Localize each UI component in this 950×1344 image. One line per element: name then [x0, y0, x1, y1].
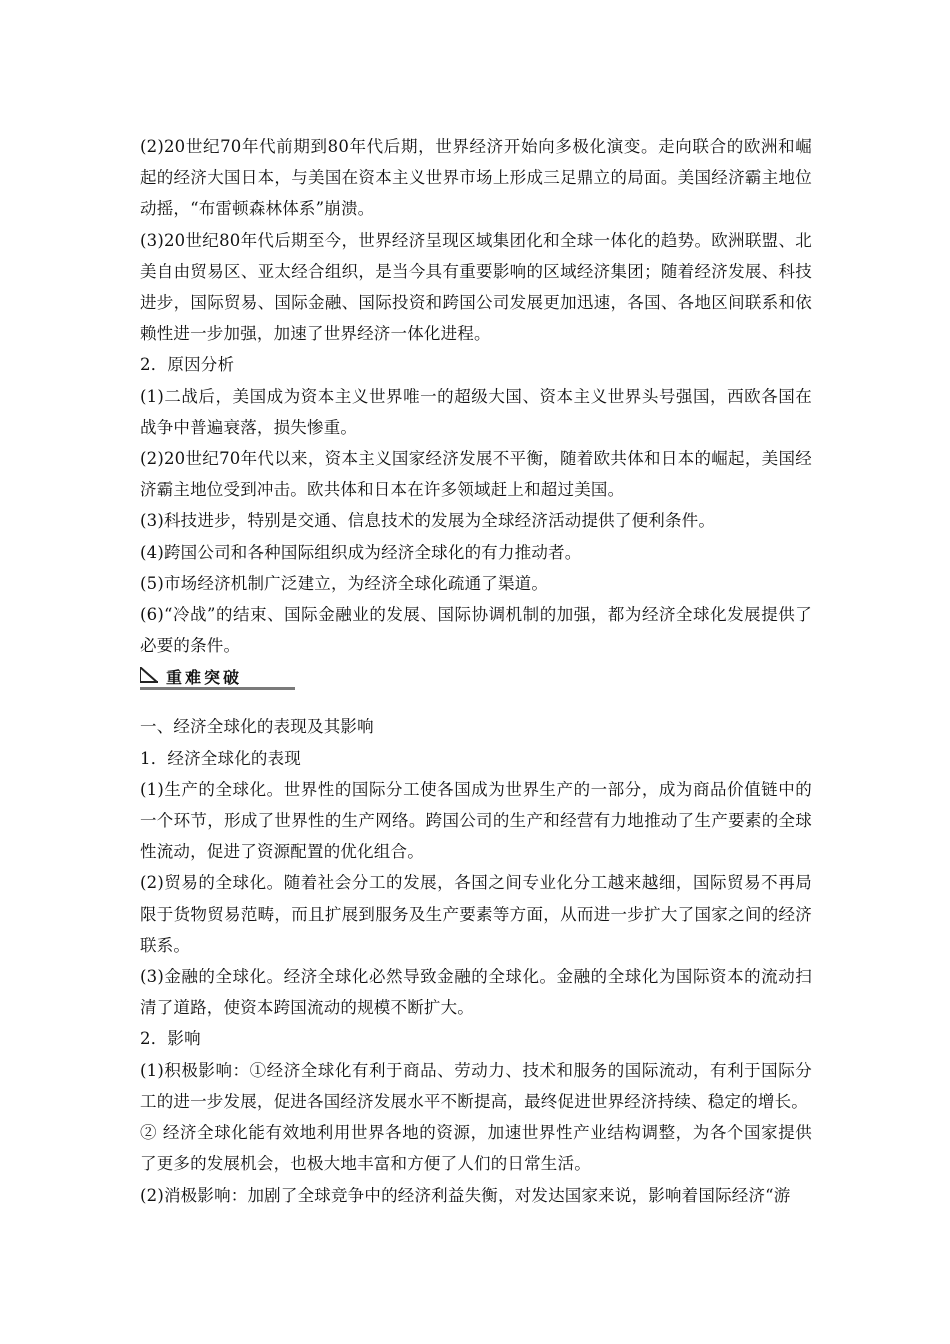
heading-cause-analysis: 2．原因分析	[140, 355, 235, 375]
section-title: 重难突破	[166, 668, 243, 688]
paragraph-positive-impact-2: ② 经济全球化能有效地利用世界各地的资源，加速世界性产业结构调整，为各个国家提供了更多的发展机会，也极大地丰富和方便了人们的日常生活。	[140, 1123, 812, 1174]
section-marker-icon	[140, 667, 158, 683]
heading-impact: 2．影响	[140, 1029, 201, 1049]
paragraph-cause-6: (6)“冷战”的结束、国际金融业的发展、国际协调机制的加强，都为经济全球化发展提供了必要的条件。	[140, 605, 812, 656]
heading-manifestations: 1．经济全球化的表现	[140, 748, 301, 768]
history-and-causes-section	[140, 131, 812, 661]
paragraph-positive-impact: (1)积极影响：①经济全球化有利于商品、劳动力、技术和服务的国际流动，有利于国际分工的进一步发展，促进各国经济发展水平不断提高，最终促进世界经济持续、稳定的增长。	[140, 1060, 812, 1111]
paragraph-stage-2: (2)20世纪70年代前期到80年代后期，世界经济开始向多极化演变。走向联合的欧洲和崛起的经济大国日本，与美国在资本主义世界市场上形成三足鼎立的局面。美国经济霸主地位动摇，“布雷顿森林体系”崩溃。	[140, 137, 812, 219]
paragraph-finance: (3)金融的全球化。经济全球化必然导致金融的全球化。金融的全球化为国际资本的流动扫清了道路，使资本跨国流动的规模不断扩大。	[140, 967, 812, 1018]
paragraph-cause-4: (4)跨国公司和各种国际组织成为经济全球化的有力推动者。	[140, 542, 582, 562]
section-underline	[140, 687, 295, 690]
document-page	[140, 131, 812, 1211]
paragraph-trade: (2)贸易的全球化。随着社会分工的发展，各国之间专业化分工越来越细，国际贸易不再局限于货物贸易范畴，而且扩展到服务及生产要素等方面，从而进一步扩大了国家之间的经济联系。	[140, 873, 812, 955]
globalization-section	[140, 711, 812, 1210]
paragraph-stage-3: (3)20世纪80年代后期至今，世界经济呈现区域集团化和全球一体化的趋势。欧洲联盟、北美自由贸易区、亚太经合组织，是当今具有重要影响的区域经济集团；随着经济发展、科技进步，国际贸易、国际金融、国际投资和跨国公司发展更加迅速，各国、各地区间联系和依赖性进一步加强，加速了世界经济一体化进程。	[140, 230, 812, 344]
paragraph-cause-3: (3)科技进步，特别是交通、信息技术的发展为全球经济活动提供了便利条件。	[140, 511, 716, 531]
section-header	[140, 663, 300, 691]
paragraph-production: (1)生产的全球化。世界性的国际分工使各国成为世界生产的一部分，成为商品价值链中的一个环节，形成了世界性的生产网络。跨国公司的生产和经营有力地推动了生产要素的全球性流动，促进了资源配置的优化组合。	[140, 779, 812, 862]
paragraph-cause-2: (2)20世纪70年代以来，资本主义国家经济发展不平衡，随着欧共体和日本的崛起，美国经济霸主地位受到冲击。欧共体和日本在许多领域赶上和超过美国。	[140, 449, 812, 500]
paragraph-cause-1: (1)二战后，美国成为资本主义世界唯一的超级大国、资本主义世界头号强国，西欧各国在战争中普遍衰落，损失惨重。	[140, 386, 812, 437]
heading-globalization: 一、经济全球化的表现及其影响	[140, 717, 374, 737]
paragraph-cause-5: (5)市场经济机制广泛建立，为经济全球化疏通了渠道。	[140, 573, 549, 593]
paragraph-negative-impact: (2)消极影响：加剧了全球竞争中的经济利益失衡，对发达国家来说，影响着国际经济“游	[140, 1185, 791, 1205]
